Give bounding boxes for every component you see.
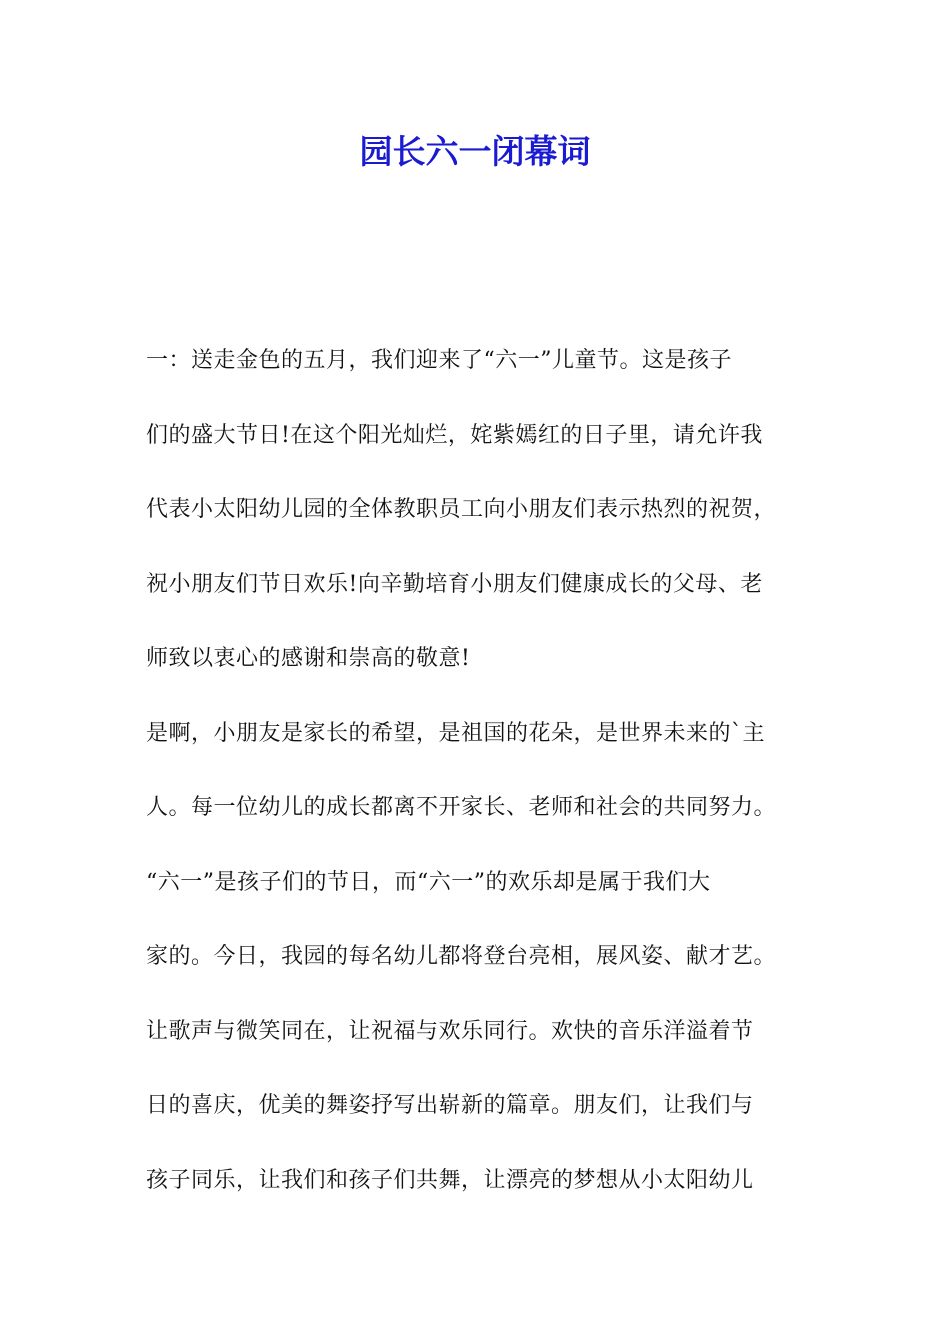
body-line: 人。每一位幼儿的成长都离不开家长、老师和社会的共同努力。: [146, 795, 777, 820]
body-line: 孩子同乐，让我们和孩子们共舞，让漂亮的梦想从小太阳幼儿: [146, 1167, 754, 1193]
body-line: 家的。今日，我园的每名幼儿都将登台亮相，展风姿、献才艺。: [146, 944, 777, 969]
body-line: 一：送走金色的五月，我们迎来了“六一”儿童节。这是孩子: [146, 348, 732, 373]
body-line: 师致以衷心的感谢和崇高的敬意!: [146, 646, 471, 671]
body-line: “六一”是孩子们的节日，而“六一”的欢乐却是属于我们大: [146, 869, 711, 895]
body-line: 让歌声与微笑同在，让祝福与欢乐同行。欢快的音乐洋溢着节: [146, 1018, 754, 1044]
body-line: 祝小朋友们节日欢乐!向辛勤培育小朋友们健康成长的父母、老: [146, 571, 763, 597]
document-title: 园长六一闭幕词: [359, 132, 591, 171]
body-line: 代表小太阳幼儿园的全体教职员工向小朋友们表示热烈的祝贺，: [146, 497, 777, 522]
body-line: 们的盛大节日!在这个阳光灿烂，姹紫嫣红的日子里，请允许我: [146, 422, 763, 448]
body-line: 是啊，小朋友是家长的希望，是祖国的花朵，是世界未来的`主: [146, 720, 766, 746]
body-line: 日的喜庆，优美的舞姿抒写出崭新的篇章。朋友们，让我们与: [146, 1093, 754, 1118]
document-body: [146, 334, 818, 1228]
